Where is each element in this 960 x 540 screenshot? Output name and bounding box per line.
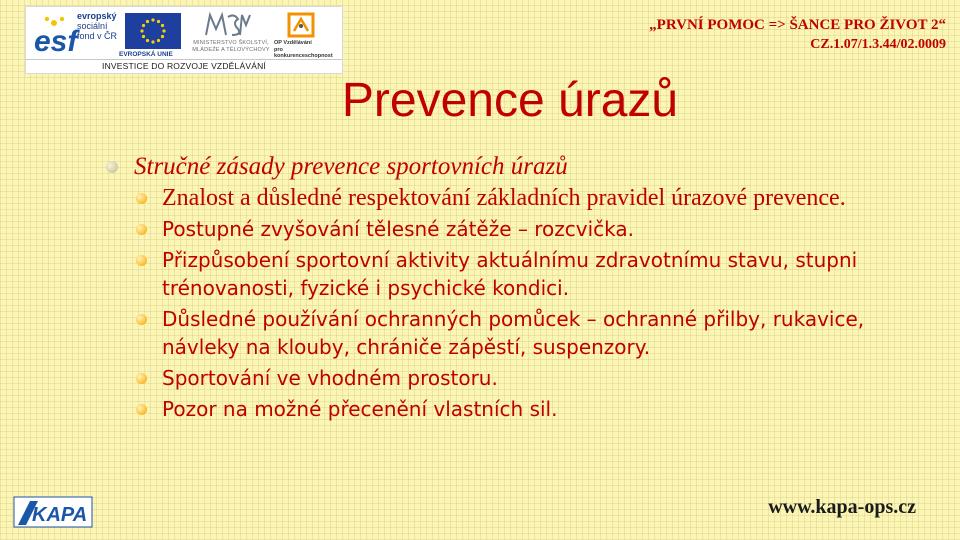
- eu-label: EVROPSKÁ UNIE: [119, 51, 173, 58]
- msmt-caption: MINISTERSTVO ŠKOLSTVÍ, MLÁDEŽE A TĚLOVÝCHOVY: [192, 40, 270, 53]
- list-item: [136, 305, 922, 361]
- bullet-icon: [136, 255, 147, 266]
- bullet-icon: [136, 224, 147, 235]
- slide-content: [102, 152, 922, 426]
- project-code: CZ.1.07/1.3.44/02.0009: [810, 37, 946, 52]
- list-item: [136, 184, 922, 212]
- website-link[interactable]: www.kapa-ops.cz: [768, 496, 916, 518]
- main-point-text: Stručné zásady prevence sportovních úrazů: [134, 153, 568, 180]
- slide-title: Prevence úrazů: [341, 74, 679, 127]
- list-item: [136, 215, 922, 243]
- list-item: [136, 364, 922, 392]
- main-point: [102, 152, 922, 182]
- investment-strip: INVESTICE DO ROZVOJE VZDĚLÁVÁNÍ: [26, 59, 342, 73]
- esf-mark: esf: [34, 25, 78, 57]
- partner-logo-banner: [25, 6, 343, 74]
- bullet-icon: [136, 404, 147, 415]
- bullet-list: [136, 184, 922, 423]
- esf-caption: evropský sociální fond v ČR: [77, 11, 118, 41]
- project-title: „PRVNÍ POMOC => ŠANCE PRO ŽIVOT 2“: [649, 17, 946, 33]
- project-header: [649, 16, 946, 55]
- list-item-text: Pozor na možné přecenění vlastních sil.: [162, 397, 558, 421]
- msmt-logo: [202, 11, 252, 39]
- bullet-icon: [136, 373, 147, 384]
- list-item-text: Znalost a důsledné respektování základních pravidel úrazové prevence.: [162, 185, 846, 211]
- eu-flag-icon: [125, 13, 181, 49]
- op-vzdelavani-logo: [286, 11, 316, 39]
- op-caption: OP Vzdělávání pro konkurenceschopnost: [274, 40, 333, 59]
- kapa-logo-text: KAPA: [32, 504, 88, 526]
- list-item-text: Přizpůsobení sportovní aktivity aktuálnímu zdravotnímu stavu, stupni trénovanosti, fyzické i psychické kondici.: [162, 248, 858, 300]
- list-item-text: Důsledné používání ochranných pomůcek – ochranné přilby, rukavice, návleky na klouby, chrániče zápěstí, suspenzory.: [162, 307, 865, 359]
- bullet-icon: [136, 314, 147, 325]
- list-item: [136, 395, 922, 423]
- bullet-icon: [106, 161, 118, 173]
- kapa-logo: [12, 487, 94, 531]
- list-item-text: Sportování ve vhodném prostoru.: [162, 366, 498, 390]
- bullet-icon: [136, 193, 147, 204]
- list-item: [136, 246, 922, 302]
- list-item-text: Postupné zvyšování tělesné zátěže – rozcvička.: [162, 217, 634, 241]
